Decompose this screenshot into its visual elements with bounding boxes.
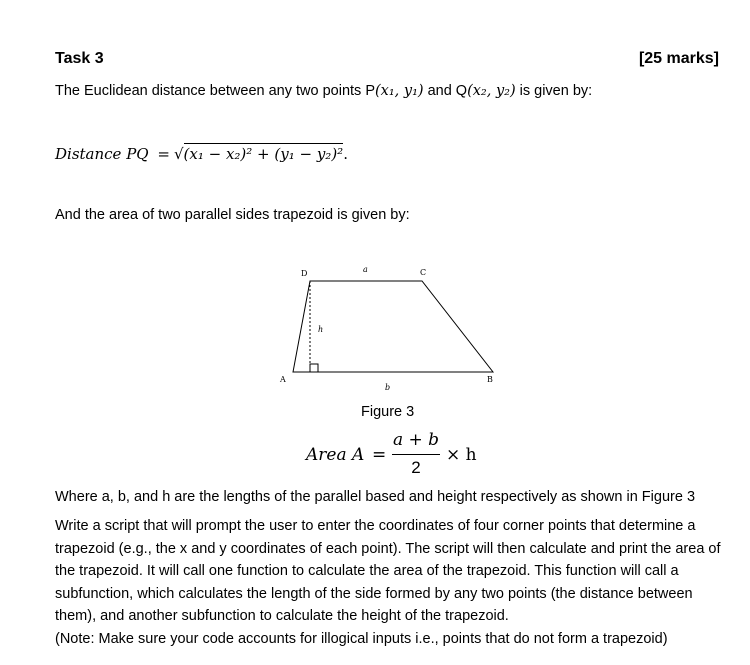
area-times-h: × h [446, 445, 477, 465]
marks-label: [25 marks] [638, 50, 719, 67]
fraction-bar [392, 454, 440, 455]
area-equals: = [372, 445, 387, 465]
intro-text-and: and Q [423, 83, 468, 99]
intro-text-after: is given by: [515, 83, 593, 99]
instructions-paragraph: Write a script that will prompt the user to enter the coordinates of four corner points that determine a trapezoid (e.g., the x and y coordinates of each point). The script will then calculate and print the area of the trapezoid. It will call one function to calculate the area of the trapezoid. This function will call a subfunction, which calculates the length of the side formed by any two points (the distance between them), and another subfunction to calculate the height of the trapezoid. [55, 518, 721, 624]
vertex-label-a: A [280, 375, 286, 384]
task-title: Task 3 [55, 50, 104, 67]
intro-sentence [55, 83, 592, 99]
distance-equals: = [157, 145, 170, 163]
right-angle-marker [310, 364, 318, 372]
vertex-label-d: D [301, 269, 308, 278]
trapezoid-figure [270, 258, 500, 398]
where-paragraph: Where a, b, and h are the lengths of the parallel based and height respectively as shown in Figure 3 [55, 489, 696, 505]
area-label: Area A [306, 445, 365, 465]
distance-label: Distance PQ [55, 145, 149, 163]
distance-period: . [343, 145, 348, 163]
note-paragraph: (Note: Make sure your code accounts for illogical inputs i.e., points that do not form a trapezoid) [55, 631, 668, 647]
side-label-b: b [385, 383, 391, 392]
vertex-label-c: C [420, 268, 427, 277]
distance-radicand: (x₁ − x₂)² + (y₁ − y₂)² [183, 145, 344, 163]
distance-formula [55, 143, 348, 163]
intro-text-before: The Euclidean distance between any two points P [55, 83, 376, 99]
point-p-coords: (x₁, y₁) [375, 83, 424, 99]
sqrt-symbol: √ [173, 145, 184, 163]
area-denominator: 2 [411, 458, 421, 477]
point-q-coords: (x₂, y₂) [467, 83, 516, 99]
height-label-h: h [318, 325, 324, 334]
vertex-label-b: B [487, 375, 493, 384]
side-label-a: a [363, 265, 368, 274]
area-numerator: a + b [392, 430, 440, 450]
area-intro: And the area of two parallel sides trapezoid is given by: [55, 207, 410, 223]
figure-caption: Figure 3 [361, 404, 415, 420]
